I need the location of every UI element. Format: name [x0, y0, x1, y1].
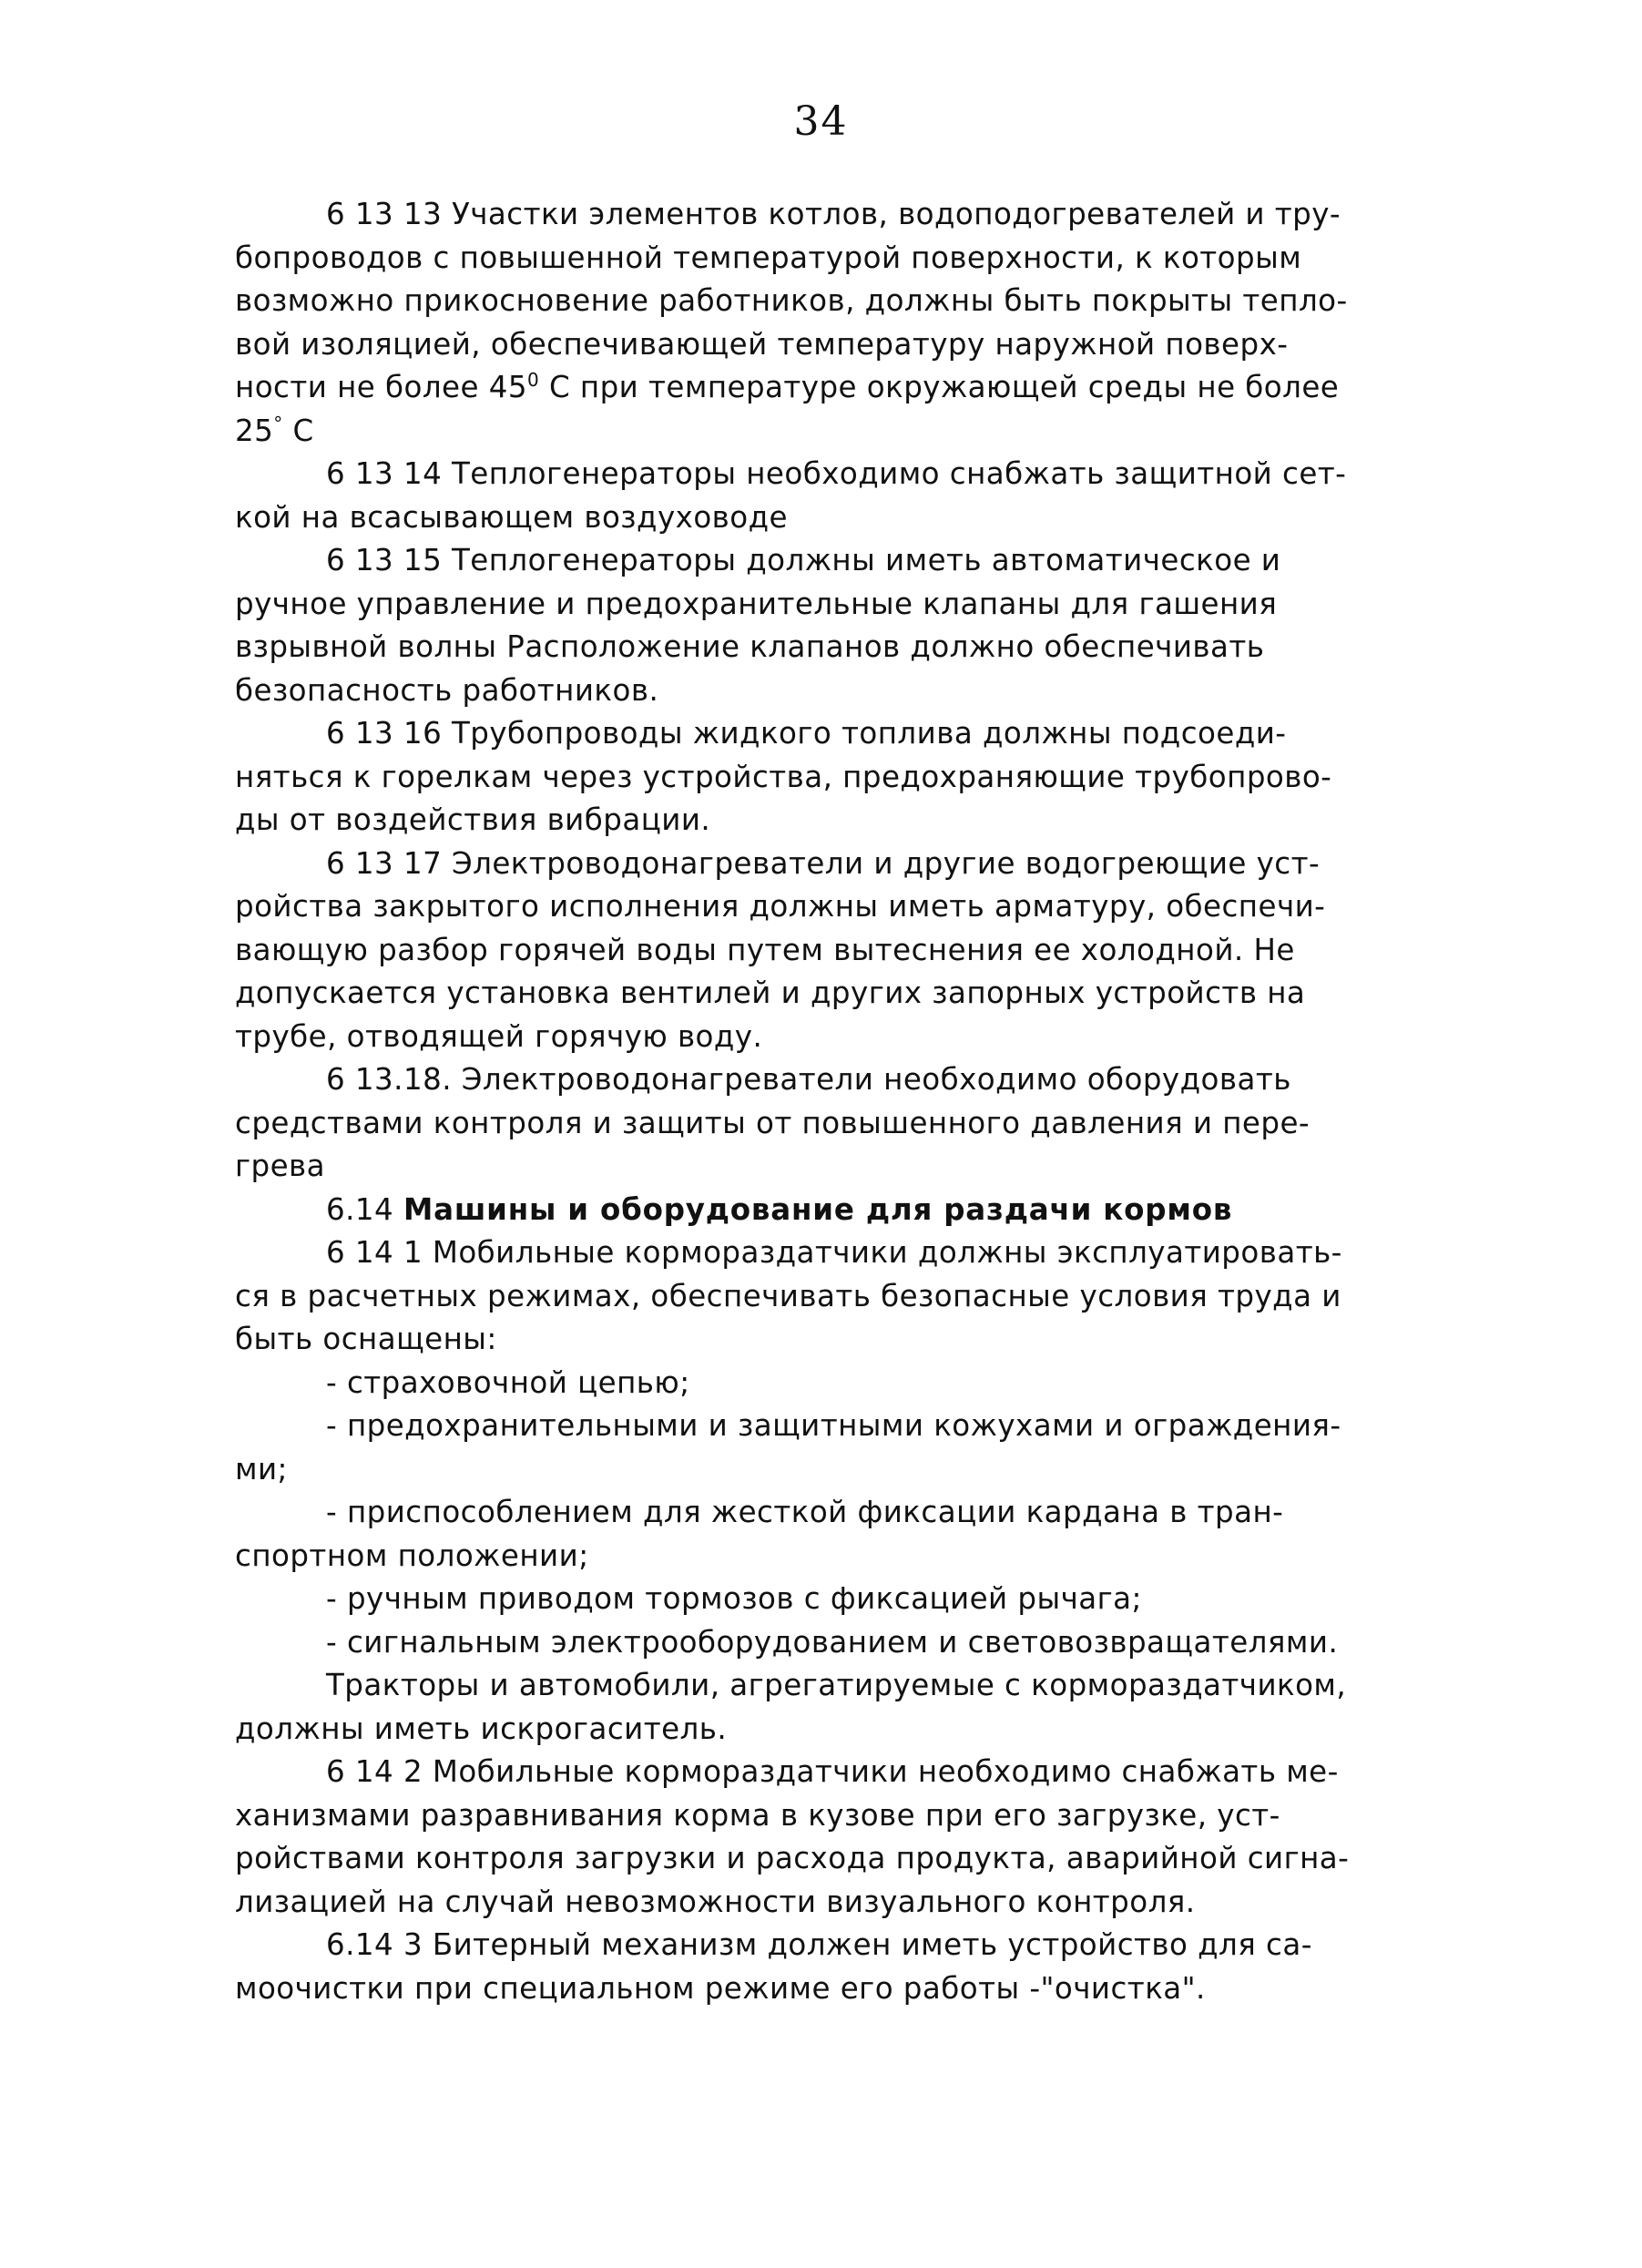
text-line: кой на всасывающем воздуховоде	[235, 499, 788, 535]
text-line: грева	[235, 1149, 326, 1183]
text-line: быть оснащены:	[235, 1322, 497, 1356]
section-number: 6.14	[326, 1191, 403, 1227]
text-line: 6 13 16 Трубопроводы жидкого топлива должны подсоеди-	[326, 716, 1287, 751]
text-line: ройствами контроля загрузки и расхода продукта, аварийной сигна-	[235, 1841, 1350, 1875]
text-line: ми;	[235, 1451, 288, 1486]
superscript: 0	[527, 369, 540, 392]
text-line: 6 14 2 Мобильные кормораздатчики необходимо снабжать ме-	[326, 1754, 1339, 1789]
text-line: безопасность работников.	[235, 672, 659, 708]
text-line: ханизмами разравнивания корма в кузове при его загрузке, уст-	[235, 1797, 1280, 1833]
section-title: Машины и оборудование для раздачи кормов	[403, 1191, 1233, 1227]
document-body	[235, 193, 1419, 2010]
text-line: 6 13 13 Участки элементов котлов, водоподогревателей и тру-	[326, 197, 1341, 231]
text-line: средствами контроля и защиты от повышенного давления и пере-	[235, 1105, 1311, 1140]
text-line: Тракторы и автомобили, агрегатируемые с кормораздатчиком,	[326, 1668, 1347, 1702]
text-line: - страховочной цепью;	[326, 1364, 690, 1400]
text-line: няться к горелкам через устройства, предохраняющие трубопрово-	[235, 759, 1332, 794]
line-text-part: 25	[235, 413, 274, 448]
superscript: °	[273, 412, 283, 434]
text-line: 6.14 3 Битерный механизм должен иметь устройство для са-	[326, 1927, 1312, 1962]
text-line: - сигнальным электрооборудованием и световозвращателями.	[326, 1624, 1339, 1660]
text-line: 6 13 15 Теплогенераторы должны иметь автоматическое и	[326, 543, 1281, 577]
text-line: - ручным приводом тормозов с фиксацией рычага;	[326, 1581, 1142, 1616]
text-line: - предохранительными и защитными кожухами и ограждения-	[326, 1408, 1341, 1443]
page-number: 34	[793, 98, 849, 145]
text-line: должны иметь искрогаситель.	[235, 1711, 728, 1746]
text-line: допускается установка вентилей и других запорных устройств на	[235, 976, 1306, 1010]
text-line: 6 13 17 Электроводонагреватели и другие водогреющие уст-	[326, 845, 1321, 881]
text-line	[235, 366, 1419, 410]
line-text-part: С	[282, 413, 314, 448]
text-line: бопроводов с повышенной температурой поверхности, к которым	[235, 240, 1302, 275]
text-line: возможно прикосновение работников, должны быть покрыты тепло-	[235, 283, 1348, 318]
line-text-part: С при температуре окружающей среды не более	[539, 370, 1340, 404]
text-line: вой изоляцией, обеспечивающей температуру наружной поверх-	[235, 326, 1289, 362]
text-line: вающую разбор горячей воды путем вытеснения ее холодной. Не	[235, 932, 1295, 967]
text-line: лизацией на случай невозможности визуального контроля.	[235, 1884, 1196, 1919]
text-line: 6 13 14 Теплогенераторы необходимо снабжать защитной сет-	[326, 456, 1347, 491]
section-heading	[235, 1189, 1419, 1232]
text-line: ручное управление и предохранительные клапаны для гашения	[235, 586, 1278, 621]
text-line: ся в расчетных режимах, обеспечивать безопасные условия труда и	[235, 1278, 1341, 1313]
text-line: спортном положении;	[235, 1538, 589, 1573]
text-line	[235, 410, 1419, 454]
text-line: - приспособлением для жесткой фиксации кардана в тран-	[326, 1495, 1284, 1529]
text-line: взрывной волны Расположение клапанов должно обеспечивать	[235, 629, 1265, 664]
line-text-part: ности не более 45	[235, 370, 527, 404]
text-line: 6 13.18. Электроводонагреватели необходимо оборудовать	[326, 1062, 1291, 1097]
text-line: ройства закрытого исполнения должны иметь арматуру, обеспечи-	[235, 889, 1326, 924]
text-line: трубе, отводящей горячую воду.	[235, 1018, 763, 1054]
text-line: 6 14 1 Мобильные кормораздатчики должны эксплуатировать-	[326, 1235, 1342, 1270]
text-line: моочистки при специальном режиме его работы -"очистка".	[235, 1970, 1206, 2006]
text-line: ды от воздействия вибрации.	[235, 802, 711, 837]
